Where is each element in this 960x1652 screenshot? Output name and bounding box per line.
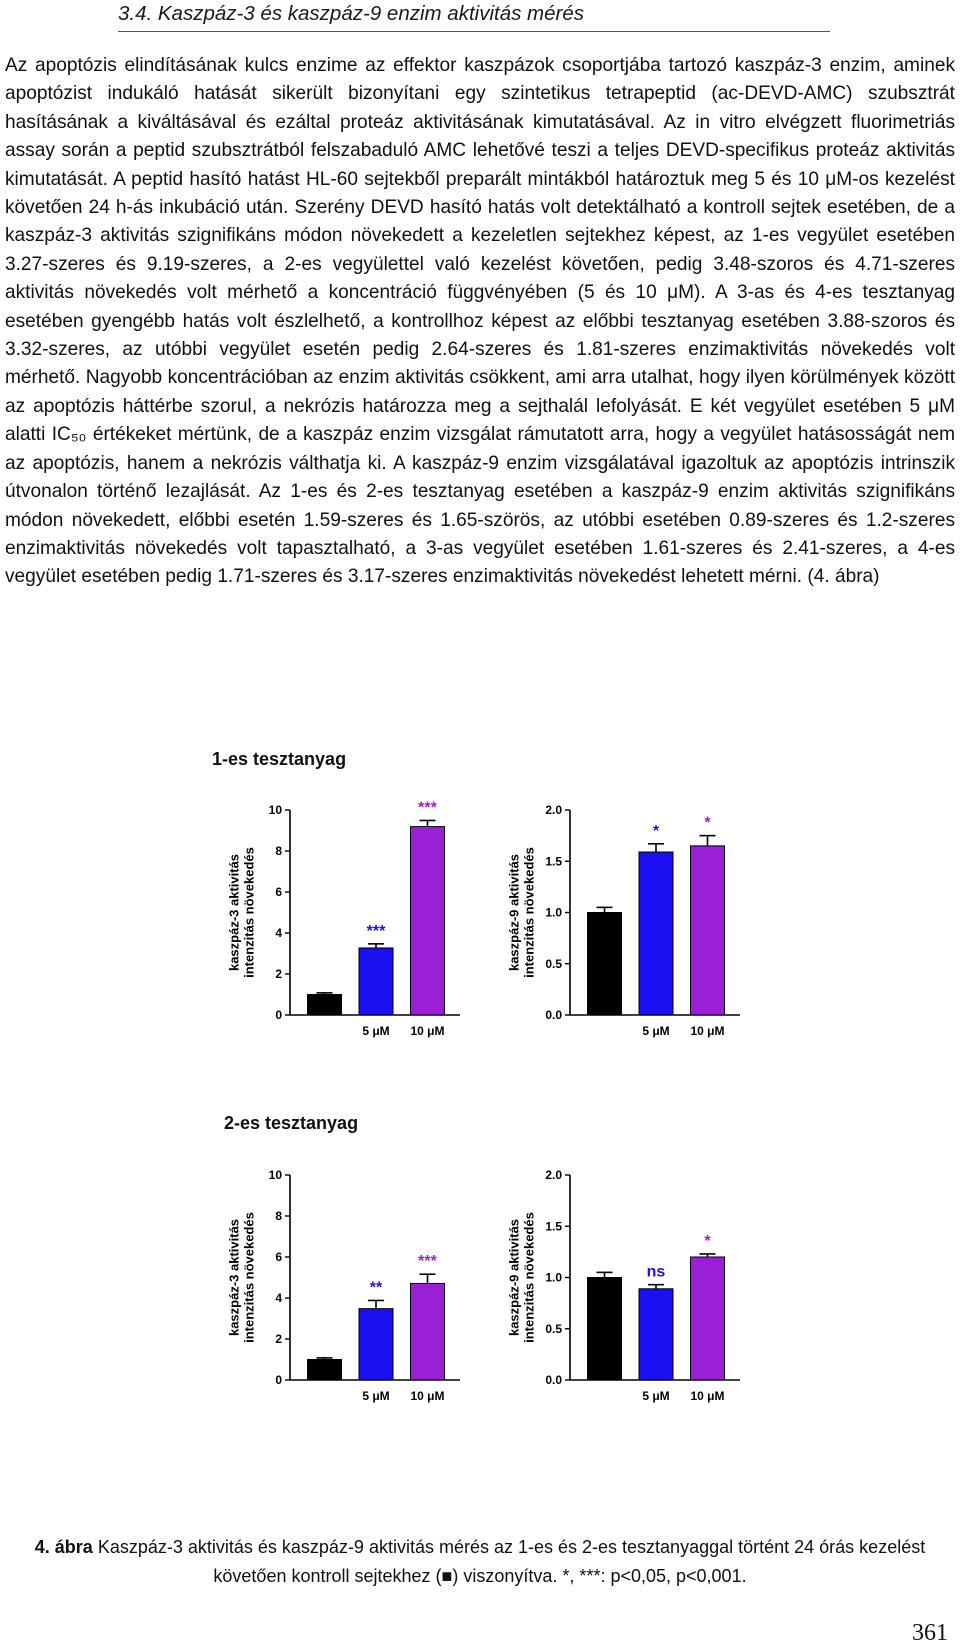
figure-panel-title-1: 1-es tesztanyag (212, 749, 347, 769)
page-number: 361 (912, 1620, 948, 1646)
y-tick-label: 0.5 (545, 956, 562, 971)
x-category-label: 5 μM (642, 1389, 670, 1403)
y-tick-label: 2.0 (545, 1168, 562, 1182)
bar (691, 846, 725, 1015)
significance-label: * (704, 814, 711, 832)
x-category-label: 10 μM (410, 1024, 445, 1038)
figure-panel-title-2: 2-es tesztanyag (224, 1113, 359, 1133)
y-tick-label: 0.5 (545, 1321, 562, 1336)
y-axis-label-line: intenzitás növekedés (241, 1212, 257, 1343)
bar (639, 1289, 673, 1380)
x-category-label: 5 μM (362, 1389, 390, 1403)
significance-label: *** (366, 922, 386, 940)
y-tick-label: 10 (268, 803, 282, 817)
y-tick-label: 2 (275, 1332, 282, 1346)
y-tick-label: 0.0 (545, 1008, 562, 1022)
bar (588, 913, 622, 1016)
bar (691, 1257, 725, 1380)
body-text (5, 52, 955, 592)
section-heading: 3.4. Kaszpáz-3 és kaszpáz-9 enzim aktivitás mérés (118, 2, 830, 32)
significance-label: ** (369, 1279, 383, 1297)
y-tick-label: 0.0 (545, 1373, 562, 1387)
y-tick-label: 10 (268, 1168, 282, 1182)
x-category-label: 5 μM (642, 1024, 670, 1038)
y-axis-label-line: intenzitás növekedés (241, 847, 257, 978)
x-category-label: 10 μM (410, 1389, 445, 1403)
y-tick-label: 6 (275, 1250, 282, 1264)
bar (411, 827, 445, 1015)
y-tick-label: 1.0 (545, 1270, 562, 1285)
y-axis-label (507, 1212, 537, 1343)
bar (359, 1309, 393, 1380)
y-tick-label: 1.5 (545, 1219, 562, 1234)
y-axis-label-line: kaszpáz-9 aktivitás (506, 853, 522, 972)
significance-label: *** (418, 799, 437, 817)
y-axis-label (227, 1212, 257, 1343)
y-axis-label (507, 847, 537, 978)
bar (308, 1360, 342, 1381)
x-category-label: 10 μM (690, 1024, 725, 1038)
significance-label: *** (418, 1253, 437, 1271)
bar (639, 852, 673, 1015)
y-tick-label: 0 (275, 1008, 282, 1022)
chart-caspase3-compound1 (190, 790, 470, 1040)
figure-caption (5, 1533, 955, 1591)
y-tick-label: 1.0 (545, 905, 562, 920)
x-category-label: 10 μM (690, 1389, 725, 1403)
y-axis-label-line: intenzitás növekedés (521, 847, 537, 978)
bar (308, 995, 342, 1016)
y-axis-label (227, 847, 257, 978)
y-tick-label: 4 (275, 1291, 282, 1305)
y-axis-label-line: kaszpáz-3 aktivitás (226, 853, 242, 972)
y-tick-label: 0 (275, 1373, 282, 1387)
significance-label: * (652, 822, 660, 840)
chart-caspase9-compound2 (470, 1155, 750, 1405)
y-tick-label: 2 (275, 967, 282, 981)
y-axis-label-line: kaszpáz-3 aktivitás (226, 1218, 242, 1337)
bar (411, 1283, 445, 1380)
body-paragraph: Az apoptózis elindításának kulcs enzime az effektor kaszpázok csoportjába tartozó kaszpáz-3 enzim, aminek apoptózist indukáló hatását sikerült bizonyítani egy szintetikus tetrapeptid (ac-DEVD-AMC) szubsztrát hasításának a kiváltásával és ezáltal proteáz aktivitásának kimutatásával. Az in vitro elvégzett fluorimetriás assay során a peptid szubsztrátból felszabaduló AMC lehetővé teszi a teljes DEVD-specifikus proteáz aktivitás kimutatását. A peptid hasító hatást HL-60 sejtekből preparált mintákból határoztuk meg 5 és 10 μM-os kezelést követően 24 h-ás inkubáció után. Szerény DEVD hasító hatás volt detektálható a kontroll sejtek esetében, de a kaszpáz-3 aktivitás szignifikáns módon növekedett a kezeletlen sejtekhez képest, az 1-es vegyület esetében 3.27-szeres és 9.19-szeres, a 2-es vegyülettel való kezelést követően, pedig 3.48-szoros és 4.71-szeres aktivitás növekedés volt mérhető a koncentráció függvényében (5 és 10 μM). A 3-as és 4-es tesztanyag esetében gyengébb hatás volt észlelhető, a kontrollhoz képest az előbbi tesztanyag esetében 3.88-szoros és 3.32-szeres, az utóbbi vegyület esetén pedig 2.64-szeres és 1.81-szeres enzimaktivitás növekedés volt mérhető. Nagyobb koncentrációban az enzim aktivitás csökkent, ami arra utalhat, hogy ilyen körülmények között az apoptózis háttérbe szorul, a nekrózis határozza meg a sejthalál lefolyását. E két vegyület esetében 5 μM alatti IC₅₀ értékeket mértünk, de a kaszpáz enzim vizsgálat rámutatott arra, hogy a vegyület hatásosságát nem az apoptózis, hanem a nekrózis válthatja ki. A kaszpáz-9 enzim vizsgálatával igazoltuk az apoptózis intrinszik útvonalon történő lezajlását. Az 1-es és 2-es tesztanyag esetében a kaszpáz-9 enzim aktivitás szignifikáns módon növekedett, előbbi esetén 1.59-szeres és 1.65-szörös, az utóbbi esetében 0.89-szeres és 1.2-szeres enzimaktivitás növekedés volt tapasztalható, a 3-as vegyület esetében 1.61-szeres és 2.41-szeres, a 4-es vegyület esetében pedig 1.71-szeres és 3.17-szeres enzimaktivitás növekedést lehetett mérni. (4. ábra) (5, 55, 955, 588)
y-axis-label-line: intenzitás növekedés (521, 1212, 537, 1343)
caption-label: 4. ábra (34, 1537, 93, 1557)
y-tick-label: 8 (275, 1209, 282, 1223)
y-tick-label: 1.5 (545, 854, 562, 869)
significance-label: * (704, 1232, 711, 1250)
bar (588, 1278, 622, 1381)
y-tick-label: 2.0 (545, 803, 562, 817)
y-axis-label-line: kaszpáz-9 aktivitás (506, 1218, 522, 1337)
y-tick-label: 6 (275, 885, 282, 899)
chart-caspase3-compound2 (190, 1155, 470, 1405)
x-category-label: 5 μM (362, 1024, 390, 1038)
significance-label: ns (646, 1263, 666, 1281)
y-tick-label: 8 (275, 844, 282, 858)
caption-text: Kaszpáz-3 aktivitás és kaszpáz-9 aktivitás mérés az 1-es és 2-es tesztanyaggal történt 24 órás kezelést követően kontroll sejtekhez (■) viszonyítva. *, ***: p<0,05, p<0,001. (92, 1537, 926, 1586)
y-tick-label: 4 (275, 926, 282, 940)
bar (359, 948, 393, 1015)
chart-caspase9-compound1 (470, 790, 750, 1040)
